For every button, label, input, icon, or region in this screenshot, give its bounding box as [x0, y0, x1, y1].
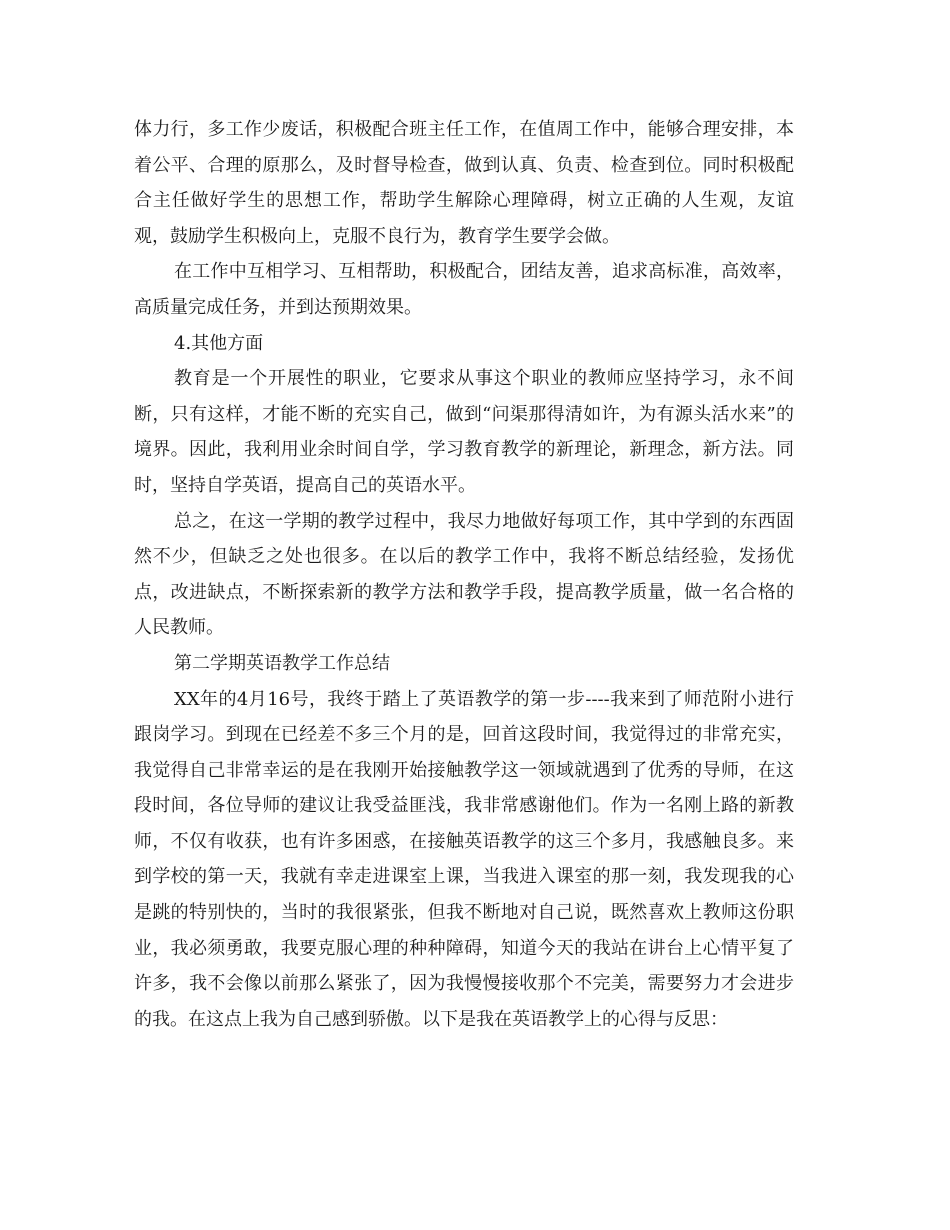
- paragraph-english-teaching-intro: XX年的4月16号，我终于踏上了英语教学的第一步----我来到了师范附小进行跟岗学习。到现在已经差不多三个月的是，回首这段时间，我觉得过的非常充实，我觉得自己非常幸运的是在我刚开始接触教学这一领域就遇到了优秀的导师，在这段时间，各位导师的建议让我受益匪浅，我非常感谢他们。作为一名刚上路的新教师，不仅有收获，也有许多困惑，在接触英语教学的这三个多月，我感触良多。来到学校的第一天，我就有幸走进课室上课，当我进入课室的那一刻，我发现我的心是跳的特别快的，当时的我很紧张，但我不断地对自己说，既然喜欢上教师这份职业，我必须勇敢，我要克服心理的种种障碍，知道今天的我站在讲台上心情平复了许多，我不会像以前那么紧张了，因为我慢慢接收那个不完美，需要努力才会进步的我。在这点上我为自己感到骄傲。以下是我在英语教学上的心得与反思：: [134, 688, 794, 1030]
- paragraph-conclusion: 总之，在这一学期的教学过程中，我尽力地做好每项工作，其中学到的东西固然不少，但缺乏之处也很多。在以后的教学工作中，我将不断总结经验，发扬优点，改进缺点，不断探索新的教学方法和教学手段，提高教学质量，做一名合格的人民教师。: [134, 510, 794, 639]
- paragraph-continuous-learning: 教育是一个开展性的职业，它要求从事这个职业的教师应坚持学习，永不间断，只有这样，才能不断的充实自己，做到“问渠那得清如许，为有源头活水来”的境界。因此，我利用业余时间自学，学习教育教学的新理论，新理念，新方法。同时，坚持自学英语，提高自己的英语水平。: [134, 368, 794, 496]
- paragraph-duty-work: 体力行，多工作少废话，积极配合班主任工作，在值周工作中，能够合理安排，本着公平、合理的原那么，及时督导检查，做到认真、负责、检查到位。同时积极配合主任做好学生的思想工作，帮助学生解除心理障碍，树立正确的人生观，友谊观，鼓励学生积极向上，克服不良行为，教育学生要学会做。: [134, 119, 794, 247]
- document-body: [134, 112, 794, 1037]
- document-subtitle: 第二学期英语教学工作总结: [174, 652, 390, 674]
- section-heading-other-aspects: 4.其他方面: [174, 332, 264, 354]
- paragraph-teamwork: 在工作中互相学习、互相帮助，积极配合，团结友善，追求高标准，高效率，高质量完成任务，并到达预期效果。: [134, 261, 794, 318]
